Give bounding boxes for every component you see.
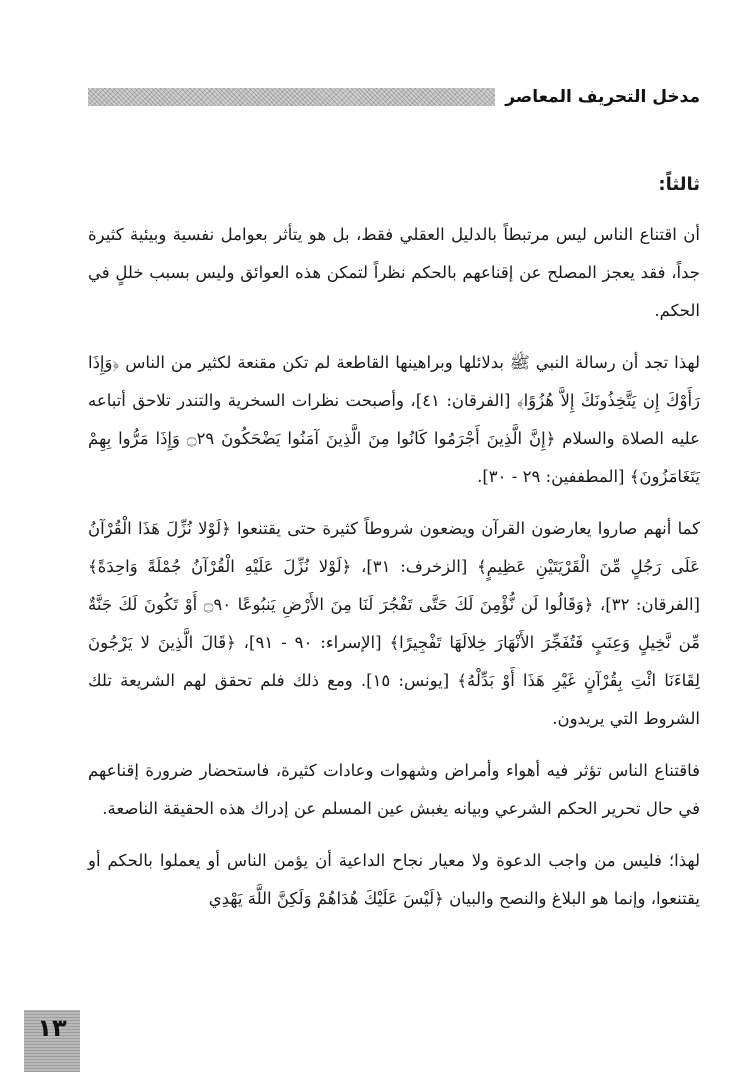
page-body bbox=[88, 168, 700, 932]
paragraph-3: كما أنهم صاروا يعارضون القرآن ويضعون شروطاً كثيرة حتى يقتنعوا ﴿لَوْلا نُزِّلَ هَذَا الْقُرْآنُ عَلَى رَجُلٍ مِّنَ الْقَرْيَتَيْنِ عَظِيمٍ﴾ [الزخرف: ٣١]، ﴿لَوْلا نُزِّلَ عَلَيْهِ الْقُرْآنُ جُمْلَةً وَاحِدَةً﴾ [الفرقان: ٣٢]، ﴿وَقَالُوا لَن نُّؤْمِنَ لَكَ حَتَّى تَفْجُرَ لَنَا مِنَ الأَرْضِ يَنبُوعًا ۝٩٠ أَوْ تَكُونَ لَكَ جَنَّةٌ مِّن نَّخِيلٍ وَعِنَبٍ فَتُفَجِّرَ الأَنْهَارَ خِلالَهَا تَفْجِيرًا﴾ [الإسراء: ٩٠ - ٩١]، ﴿قَالَ الَّذِينَ لا يَرْجُونَ لِقَاءَنَا ائْتِ بِقُرْآنٍ غَيْرِ هَذَا أَوْ بَدِّلْهُ﴾ [يونس: ١٥]. ومع ذلك فلم تحقق لهم الشريعة تلك الشروط التي يريدون. bbox=[88, 519, 701, 728]
page-number-box bbox=[24, 1010, 80, 1072]
paragraph-1: أن اقتناع الناس ليس مرتبطاً بالدليل العقلي فقط، بل هو يتأثر بعوامل نفسية وبيئية كثيرة جداً، فقد يعجز المصلح عن إقناعهم بالحكم نظراً لتمكن هذه العوائق وليس بسبب خللٍ في الحكم. bbox=[88, 225, 700, 320]
section-heading: ثالثاً: bbox=[658, 174, 700, 195]
paragraph-5: لهذا؛ فليس من واجب الدعوة ولا معيار نجاح الداعية أن يؤمن الناس أو يعملوا بالحكم أو يقتنعوا، وإنما هو البلاغ والنصح والبيان ﴿لَيْسَ عَلَيْكَ هُدَاهُمْ وَلَكِنَّ اللَّهَ يَهْدِي bbox=[88, 851, 700, 908]
paragraph-4: فاقتناع الناس تؤثر فيه أهواء وأمراض وشهوات وعادات كثيرة، فاستحضار ضرورة إقناعهم في حال تحرير الحكم الشرعي وبيانه يغبش عين المسلم عن إدراك هذه الحقيقة الناصعة. bbox=[88, 761, 700, 818]
header-pattern-band bbox=[88, 88, 495, 106]
running-header bbox=[88, 84, 700, 110]
header-title: مدخل التحريف المعاصر bbox=[505, 87, 700, 107]
paragraph-2: لهذا تجد أن رسالة النبي ﷺ بدلائلها وبراهينها القاطعة لم تكن مقنعة لكثير من الناس ﴿وَإِذَا رَأَوْكَ إِن يَتَّخِذُونَكَ إِلاَّ هُزُوًا﴾ [الفرقان: ٤١]، وأصبحت نظرات السخرية والتندر تلاحق أتباعه عليه الصلاة والسلام ﴿إِنَّ الَّذِينَ أَجْرَمُوا كَانُوا مِنَ الَّذِينَ آمَنُوا يَضْحَكُونَ ۝٢٩ وَإِذَا مَرُّوا بِهِمْ يَتَغَامَزُونَ﴾ [المطففين: ٢٩ - ٣٠]. bbox=[88, 353, 700, 486]
page-number: ١٣ bbox=[37, 1014, 67, 1042]
